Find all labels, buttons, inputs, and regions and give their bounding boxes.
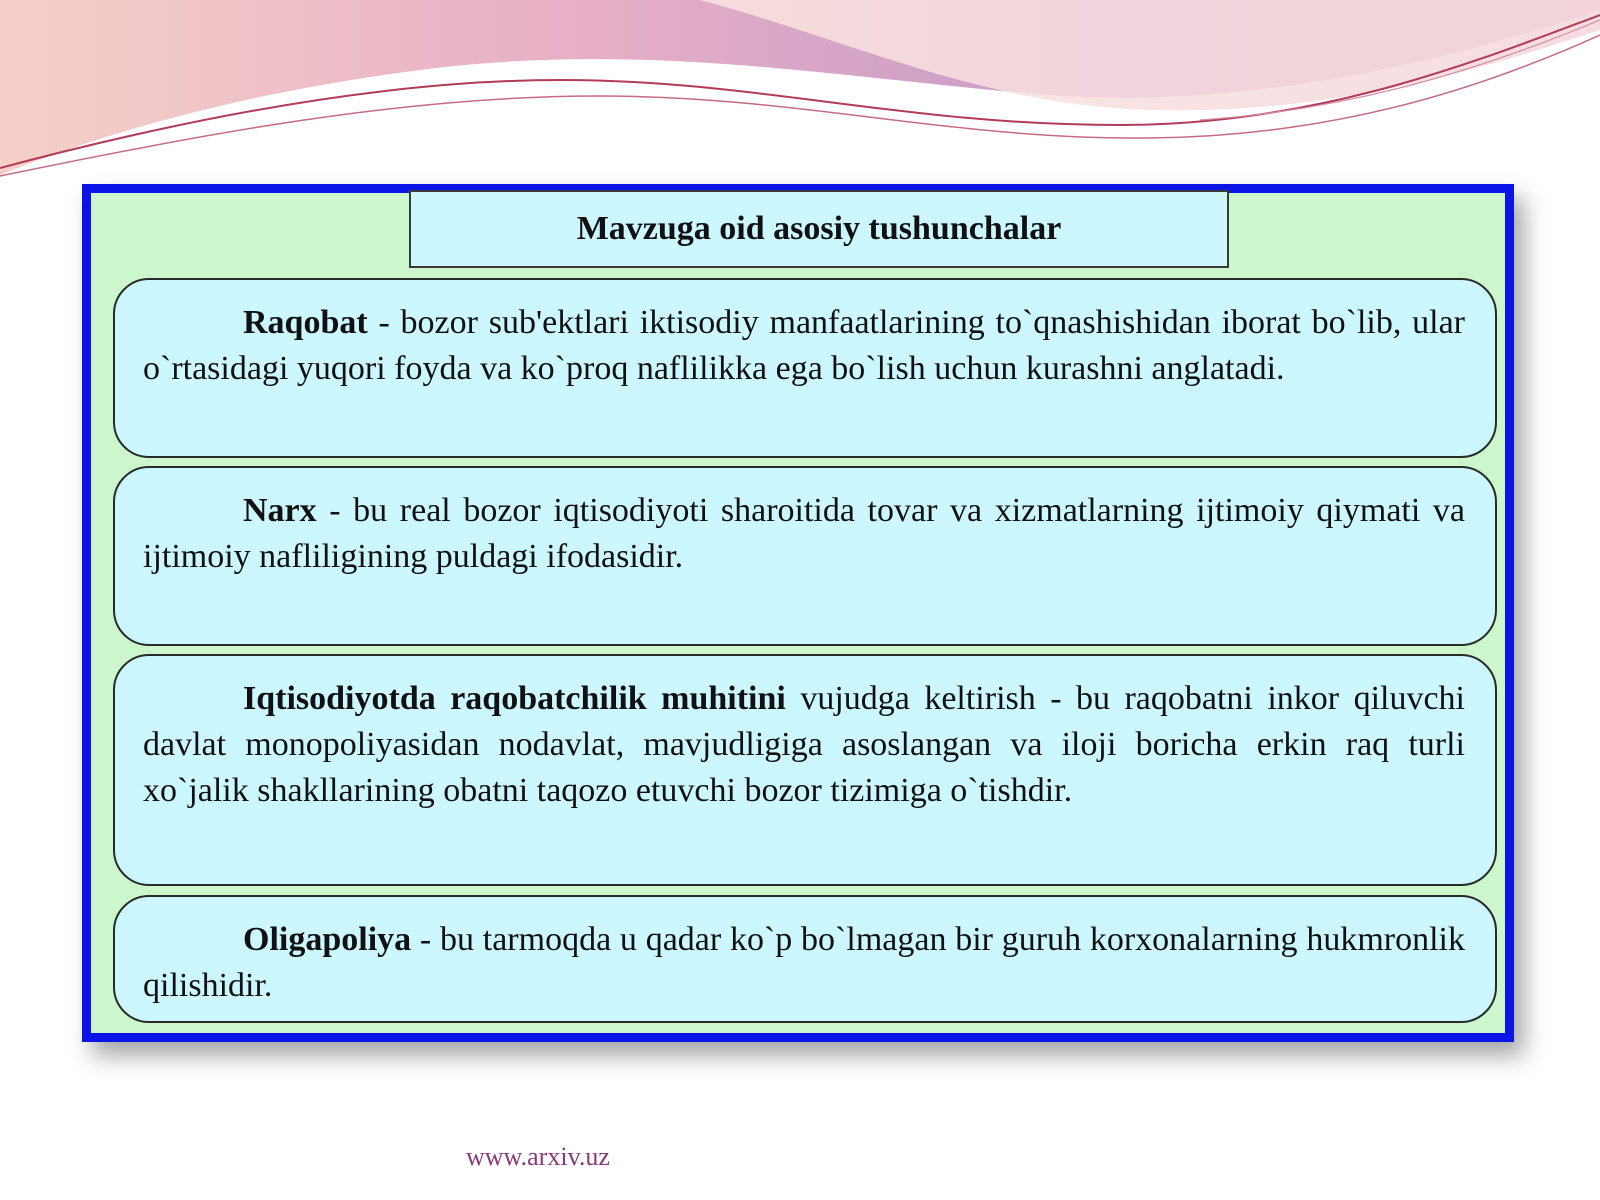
concept-term: Iqtisodiyotda raqobatchilik muhitini bbox=[243, 680, 786, 717]
concept-definition: - bu real bozor iqtisodiyoti sharoitida tovar va xizmatlarning ijtimoiy qiymati va ijtimoiy nafliligining puldagi ifodasidir. bbox=[143, 492, 1465, 575]
concept-text bbox=[143, 300, 1465, 392]
concept-term: Raqobat bbox=[243, 304, 368, 341]
concept-card-raqobat bbox=[113, 278, 1497, 458]
concept-definition: vujudga keltirish - bu raqobatni inkor qiluvchi davlat monopoliyasidan nodavlat, mavjudligiga asoslangan va iloji boricha erkin raq turli xo`jalik shakllarining obatni taqozo etuvchi bozor tizimiga o`tishdir. bbox=[143, 680, 1466, 809]
concept-definition: - bozor sub'ektlari iktisodiy manfaatlarining to`qnashishidan iborat bo`lib, ular o`rtasidagi yuqori foyda va ko`proq naflilikka ega bo`lish uchun kurashni anglatadi. bbox=[143, 304, 1465, 387]
concept-term: Oligapoliya bbox=[243, 921, 412, 958]
concept-text bbox=[143, 676, 1465, 814]
concept-card-raqobatchilik-muhiti bbox=[113, 654, 1497, 886]
header-decoration bbox=[0, 0, 1600, 200]
concept-card-narx bbox=[113, 466, 1497, 646]
concepts-panel bbox=[82, 184, 1514, 1042]
concept-card-oligapoliya bbox=[113, 895, 1497, 1023]
concept-text bbox=[143, 488, 1465, 580]
concept-definition: - bu tarmoqda u qadar ko`p bo`lmagan bir guruh korxonalarning hukmronlik qilishidir. bbox=[143, 921, 1465, 1004]
concept-term: Narx bbox=[243, 492, 317, 529]
concept-text bbox=[143, 917, 1465, 1009]
footer-link[interactable]: www.arxiv.uz bbox=[466, 1142, 610, 1171]
panel-heading: Mavzuga oid asosiy tushunchalar bbox=[409, 190, 1229, 268]
